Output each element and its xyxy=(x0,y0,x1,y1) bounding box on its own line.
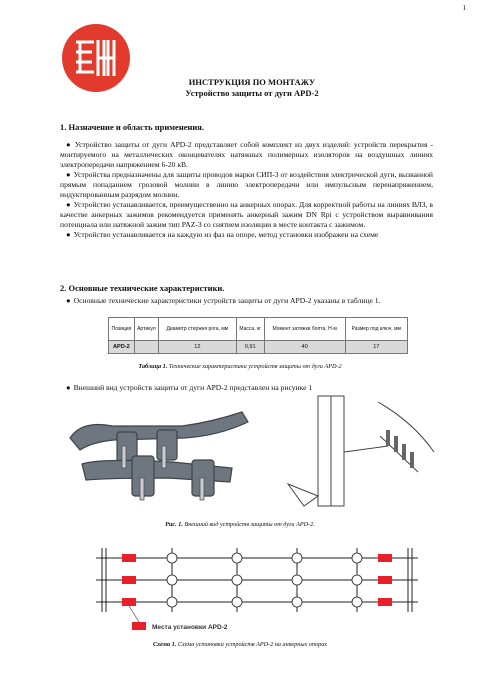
section-1-heading: 1. Назначение и область применения. xyxy=(60,122,205,132)
spec-table xyxy=(108,317,408,354)
section-2-intro: ● Основные технические характеристики устройств защиты от дуги APD-2 указаны в таблице 1. xyxy=(66,296,381,305)
page-number: 1 xyxy=(462,4,466,12)
figure-intro: ● Внешний вид устройств защиты от дуги APD-2 представлен на рисунке 1 xyxy=(66,383,313,392)
clamp-photo xyxy=(62,398,262,508)
table-header: Позиция xyxy=(109,318,135,341)
table-header: Масса, кг xyxy=(236,318,264,341)
table-cell: 40 xyxy=(264,341,345,354)
table-cell xyxy=(134,341,158,354)
table-header: Размер под ключ, мм xyxy=(345,318,407,341)
mounting-drawing xyxy=(268,392,443,510)
table-row xyxy=(109,341,408,354)
document-title: ИНСТРУКЦИЯ ПО МОНТАЖУ xyxy=(188,77,316,87)
table-header-row xyxy=(109,318,408,341)
scheme-caption: Схема 1. Схема установки устройств APD-2 на анкерных опорах xyxy=(152,641,328,648)
figure-caption: Рис. 1. Внешний вид устройств защиты от дуги APD-2. xyxy=(165,521,315,528)
table-cell: 17 xyxy=(345,341,407,354)
installation-scheme xyxy=(92,542,422,642)
section-2-heading: 2. Основные технические характеристики. xyxy=(60,283,225,293)
paragraph: ● Устройство устанавливается, преимущественно на анкерных опорах. Для корректной работы на линиях ВЛЗ, в качестве анкерных зажимов рекомендуется применять анкерный зажим DN Rpi с устройством выравнивания потенциала или натяжной зажим тип PAZ-3 со снятием изоляции в месте контакта с зажимом. xyxy=(60,200,433,229)
table-cell: APD-2 xyxy=(109,341,135,354)
section-1-body xyxy=(60,140,433,240)
table-cell: 12 xyxy=(159,341,237,354)
paragraph: ● Устройство защиты от дуги APD-2 представляет собой комплект из двух изделий: устройств перекрытия - монтируемого на металлических оконцевателях натяжных полимерных изоляторов на воздушных линиях электропередачи напряжением 6-20 кВ. xyxy=(60,140,434,169)
document-subtitle: Устройство защиты от дуги APD-2 xyxy=(185,88,319,98)
table-caption: Таблица 1. Технические характеристики устройств защиты от дуги APD-2 xyxy=(138,363,342,370)
scheme-label: Места установки APD-2 xyxy=(152,624,228,631)
table-header: Артикул xyxy=(134,318,158,341)
paragraph: ● Устройство устанавливается на каждую из фаз на опоре, метод установки изображен на схеме xyxy=(66,230,379,239)
table-header: Момент затяжки болта, Н·м xyxy=(264,318,345,341)
paragraph: ● Устройства предназначены для защиты проводов марки СИП-3 от воздействия электрической дуги, вызванной прямым попаданием грозовой молнии в линию электропередачи или импульсным перенапряжением, индуктированным разрядом молнии. xyxy=(60,170,433,199)
table-cell: 0,91 xyxy=(236,341,264,354)
table-header: Диаметр стержня рога, мм xyxy=(159,318,237,341)
